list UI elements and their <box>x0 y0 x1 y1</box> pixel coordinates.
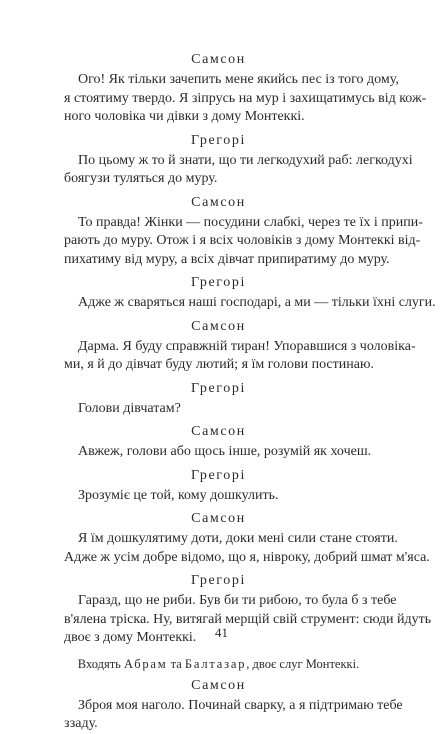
speaker-name: Самсон <box>191 52 246 67</box>
stage-name-baltazar: Балтазар <box>184 656 247 671</box>
speech-line: По цьому ж то й знати, що ти легкодухий раб: легкодухі <box>78 152 413 168</box>
speech-line: я стоятиму твердо. Я зіпрусь на мур і захищатимусь від кож- <box>64 90 427 106</box>
dialogue-block <box>64 132 413 189</box>
speech-text <box>64 400 373 419</box>
speech-line: Адже ж сваряться наші господарі, а ми — тільки їхні слуги. <box>78 295 436 310</box>
speaker-name: Грегорі <box>191 573 246 588</box>
stage-prefix: Входять <box>77 656 121 671</box>
speech-line: Адже ж усім добре відомо, що я, нівроку, добрий шмат м'яса. <box>64 549 430 565</box>
speech-line: Зрозуміє це той, кому дошкулить. <box>78 487 279 503</box>
speech-line: боягузи туляться до муру. <box>64 171 218 186</box>
stage-name-abram: Абрам <box>124 656 168 671</box>
speech-line: пихатиму від муру, а всіх дівчат припиратиму до муру. <box>64 251 390 267</box>
speaker-name: Самсон <box>191 424 246 439</box>
dialogue <box>64 51 436 648</box>
dialogue-block-final <box>64 677 403 734</box>
speech-line: ного чоловіка чи дівки з дому Монтеккі. <box>64 109 305 124</box>
speech-line: рають до муру. Отож і я всіх чоловіків з дому Монтеккі від- <box>64 233 421 248</box>
speech-text <box>64 214 423 270</box>
dialogue-block <box>64 380 373 419</box>
speaker-name: Самсон <box>191 677 246 693</box>
speech-line: ми, я й до дівчат буду лютий; я їм голови постинаю. <box>64 357 374 372</box>
dialogue-block <box>64 318 416 375</box>
speech-line: Голови дівчатам? <box>78 400 181 416</box>
speech-text <box>64 530 430 567</box>
dialogue-block <box>64 274 436 313</box>
speech-text <box>64 443 373 462</box>
speech-text <box>64 697 403 734</box>
speech-line: Гаразд, що не риби. Був би ти рибою, то була б з тебе <box>78 593 397 608</box>
dialogue-block <box>64 194 423 270</box>
speech-text <box>64 338 416 375</box>
speaker-name: Самсон <box>191 511 246 526</box>
speech-text <box>64 152 413 189</box>
speech-line: Дарма. Я буду справжній тиран! Упоравшися з чоловіка- <box>78 338 416 354</box>
dialogue-block <box>64 510 430 567</box>
stage-direction <box>64 656 373 672</box>
speaker-name: Самсон <box>191 318 246 334</box>
dialogue-block <box>64 51 427 127</box>
speech-line: Я їм дошкулятиму доти, доки мені сили стане стояти. <box>78 531 398 546</box>
dialogue-block <box>64 423 373 462</box>
page-number: 41 <box>215 625 228 640</box>
speech-line: Авжеж, голови або щось інше, розумій як хочеш. <box>78 444 372 459</box>
speech-line: Ого! Як тільки зачепить мене якийсь пес із того дому, <box>78 72 399 87</box>
stage-suffix: , двоє слуг Монтеккі. <box>246 656 360 671</box>
speech-line: в'ялена тріска. Ну, витягай мерщій свій струмент: сюди йдуть <box>64 611 432 627</box>
speech-line: ззаду. <box>64 716 98 731</box>
speech-line: То правда! Жінки — посудини слабкі, через те їх і припи- <box>78 214 423 230</box>
speaker-name: Грегорі <box>191 132 246 148</box>
dialogue-block <box>64 467 373 506</box>
speaker-name: Грегорі <box>191 467 246 483</box>
speech-text <box>64 71 427 127</box>
speaker-name: Грегорі <box>191 380 246 396</box>
speech-line: двоє з дому Монтеккі. <box>64 630 197 645</box>
speech-line: Зброя моя наголо. Починай сварку, а я підтримаю тебе <box>78 697 403 713</box>
stage-conj: та <box>170 656 182 671</box>
speaker-name: Самсон <box>191 194 246 210</box>
speech-text <box>64 487 373 506</box>
speech-text <box>64 294 436 313</box>
speaker-name: Грегорі <box>191 275 246 290</box>
